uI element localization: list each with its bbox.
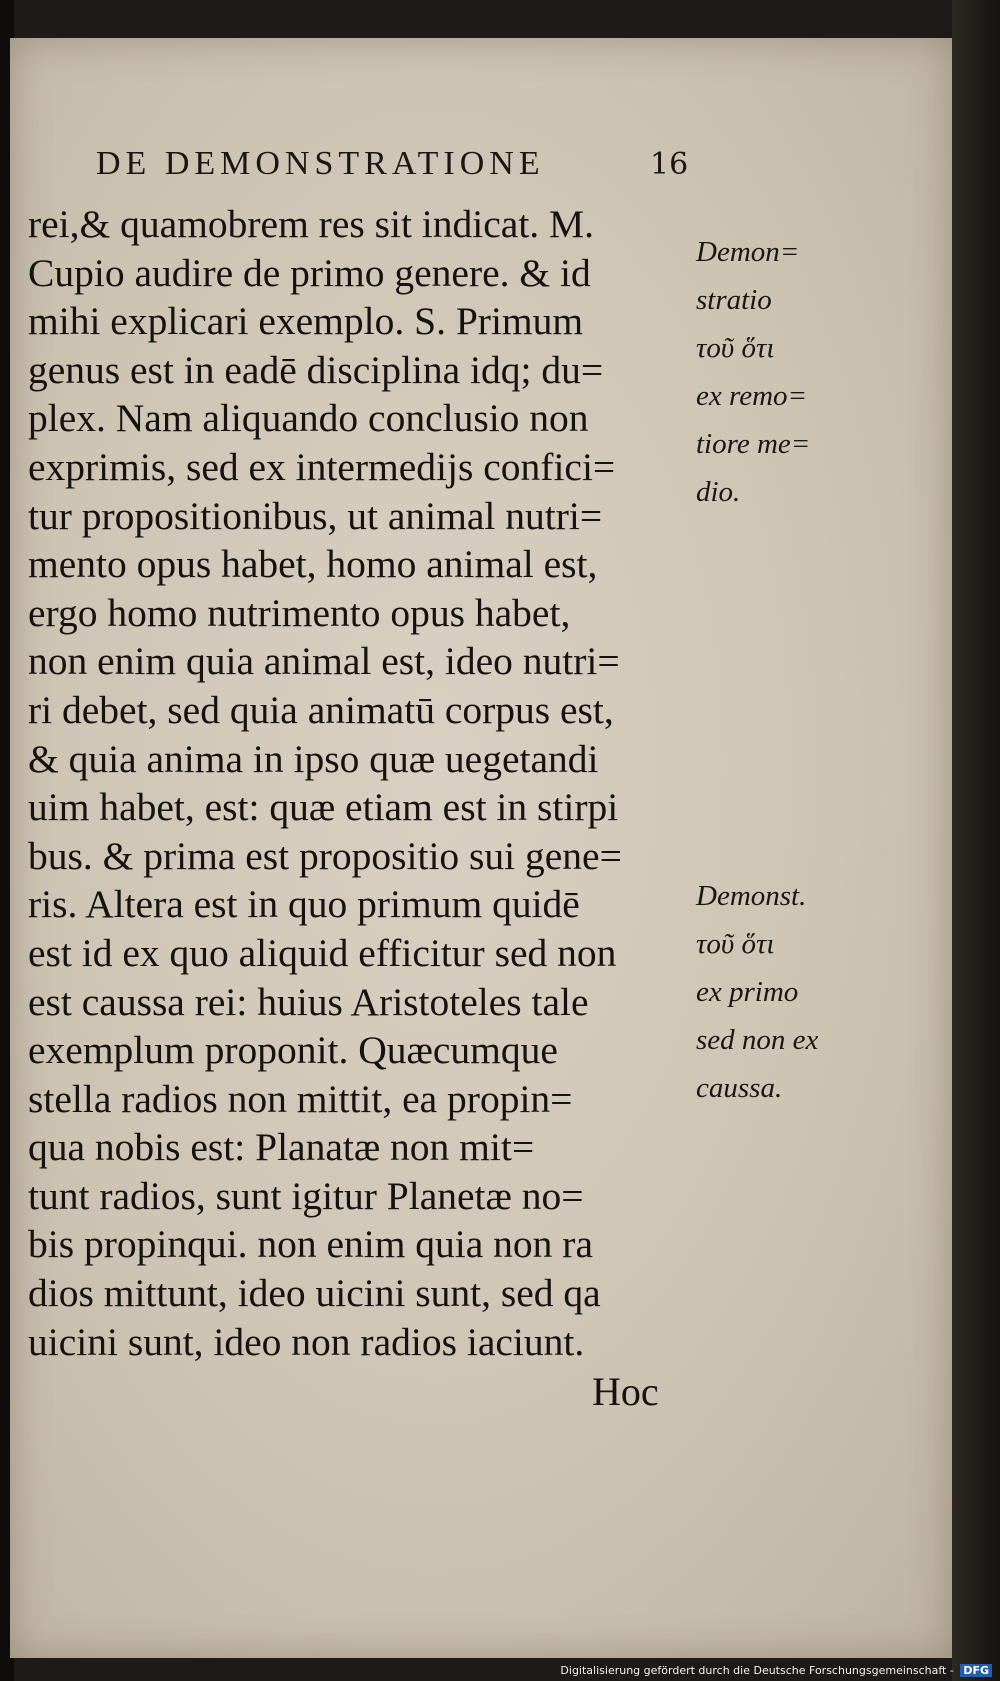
text-line: ri debet, sed quia animatū corpus est, (28, 687, 614, 732)
text-line: est caussa rei: huius Aristoteles tale (28, 979, 589, 1024)
text-line: stella radios non mittit, ea propin= (28, 1076, 573, 1121)
text-line: non enim quia animal est, ideo nutri= (28, 639, 620, 684)
text-line: & quia anima in ipso quæ uegetandi (28, 736, 599, 781)
note-line: ex primo (696, 976, 799, 1008)
text-line: est id ex quo aliquid efficitur sed non (28, 930, 617, 975)
page-edge-shadow (952, 0, 1000, 1681)
text-line: mento opus habet, homo animal est, (28, 542, 598, 587)
text-line: dios mittunt, ideo uicini sunt, sed qa (28, 1271, 601, 1316)
text-line: uim habet, est: quæ etiam est in stirpi (28, 785, 619, 830)
marginal-note (696, 872, 818, 1112)
text-line: ergo homo nutrimento opus habet, (28, 590, 571, 635)
text-line: bis propinqui. non enim quia non ra (28, 1222, 593, 1267)
text-line: genus est in eadē disciplina idq; du= (28, 347, 604, 392)
text-line: Cupio audire de primo genere. & id (28, 250, 591, 295)
main-text-block (28, 200, 688, 1366)
text-line: exemplum proponit. Quæcumque (28, 1028, 558, 1073)
catchword: Hoc (592, 1369, 659, 1414)
text-line: tur propositionibus, ut animal nutri= (28, 493, 603, 538)
page-number: 16 (650, 147, 689, 182)
running-head-title: DE DEMONSTRATIONE (96, 145, 545, 182)
text-line: tunt radios, sunt igitur Planetæ no= (28, 1173, 584, 1218)
marginal-note (696, 228, 810, 516)
text-line: ris. Altera est in quo primum quidē (28, 882, 580, 927)
note-line: caussa. (696, 1072, 783, 1104)
text-line: rei,& quamobrem res sit indicat. M. (28, 202, 595, 246)
note-line: τοῦ ὅτι (696, 928, 775, 960)
note-line: ex remo= (696, 380, 808, 412)
note-line: sed non ex (696, 1024, 819, 1056)
note-line: dio. (696, 476, 741, 508)
text-line: uicini sunt, ideo non radios iaciunt. (28, 1319, 585, 1364)
note-line: stratio (696, 284, 772, 316)
text-line: qua nobis est: Planatæ non mit= (28, 1125, 535, 1170)
note-line: Demon= (696, 236, 800, 268)
note-line: tiore me= (696, 428, 811, 460)
note-line: τοῦ ὅτι (696, 332, 775, 364)
text-line: exprimis, sed ex intermedijs confici= (28, 444, 616, 489)
dfg-logo: DFG (960, 1664, 992, 1677)
text-line: mihi explicari exemplo. S. Primum (28, 299, 584, 344)
digitization-credit (560, 1664, 992, 1677)
text-line: plex. Nam aliquando conclusio non (28, 396, 589, 441)
text-line: bus. & prima est propositio sui gene= (28, 833, 622, 878)
credit-text: Digitalisierung gefördert durch die Deutsche Forschungsgemeinschaft - (560, 1664, 954, 1677)
note-line: Demonst. (696, 880, 807, 912)
